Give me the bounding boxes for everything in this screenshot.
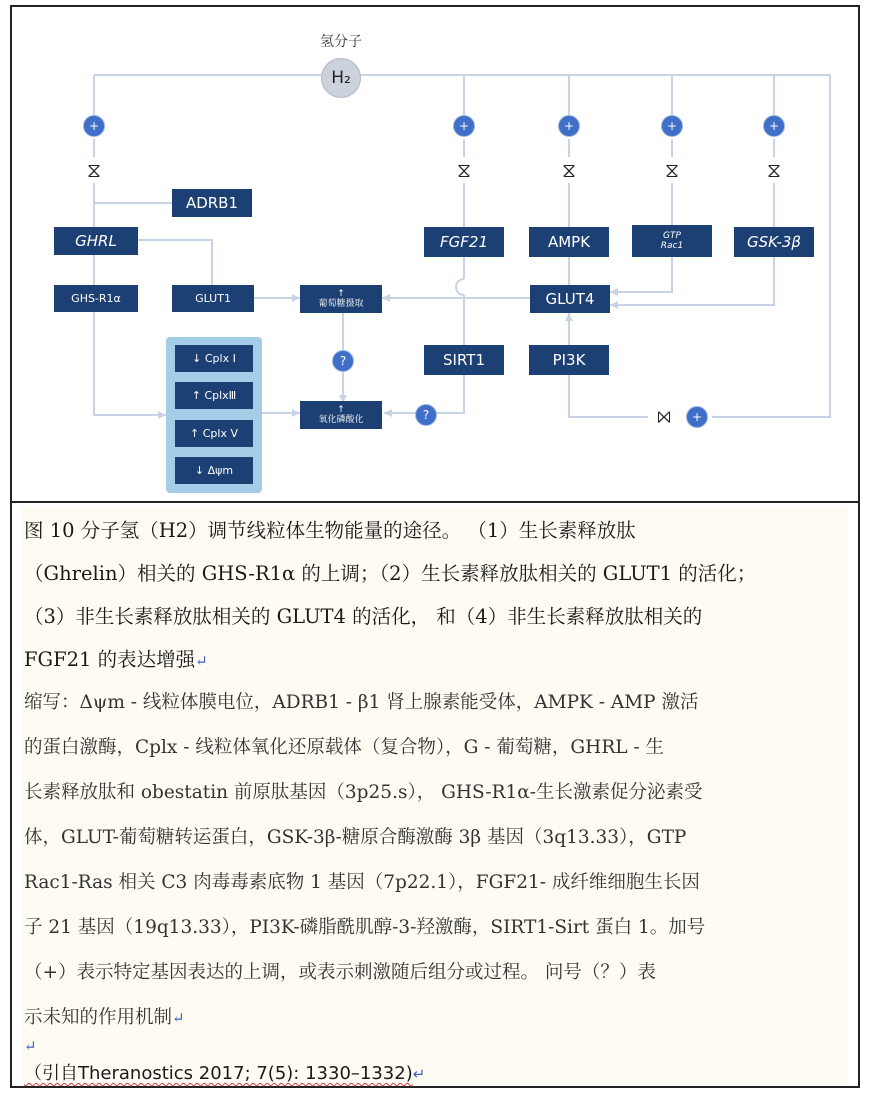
caption-abbr-line-6: 子 21 基因（19q13.33），PI3K-磷脂酰肌醇-3-羟激酶，SIRT1-Sirt 蛋白 1。加号	[24, 917, 706, 938]
plus-icon-pi3k-loop: +	[686, 406, 708, 428]
paragraph-return-icon: ↵	[172, 1009, 185, 1027]
dna-icon-fgf21: ⧖	[456, 158, 472, 182]
question-icon-sirt1-to-oxphos: ?	[415, 404, 437, 426]
node-ghs-r1a: GHS-R1α	[54, 285, 138, 312]
caption-title-line-4	[24, 644, 850, 672]
paragraph-return-icon: ↵	[195, 652, 208, 670]
paragraph-return-icon: ↵	[412, 1065, 426, 1083]
node-gsk3b: GSK-3β	[734, 227, 814, 257]
dna-icon-pi3k-loop: ⧖	[653, 409, 677, 425]
hydrogen-molecule-label: 氢分子	[320, 34, 362, 50]
empty-paragraph-return-icon: ↵	[24, 1037, 37, 1055]
node-ampk: AMPK	[529, 227, 609, 257]
node-oxidative-phosphorylation: ↑ 氧化磷酸化	[300, 401, 382, 429]
node-glut4: GLUT4	[530, 285, 610, 313]
caption-title-line-3: （3）非生长素释放肽相关的 GLUT4 的活化， 和（4）非生长素释放肽相关的	[24, 605, 703, 628]
citation-text: （引自Theranostics 2017; 7(5): 1330–1332)	[24, 1063, 413, 1084]
node-adrb1: ADRB1	[172, 189, 252, 217]
node-gtp-rac1-line2: Rac1	[660, 241, 684, 251]
node-pi3k: PI3K	[529, 345, 609, 375]
node-ghrl: GHRL	[54, 227, 138, 255]
node-fgf21: FGF21	[424, 227, 504, 257]
dna-icon-gtp-rac1: ⧖	[664, 158, 680, 182]
caption-abbr-line-1: 缩写：Δψm - 线粒体膜电位，ADRB1 - β1 肾上腺素能受体，AMPK - AMP 激活	[24, 692, 699, 713]
caption-title-line-2: （Ghrelin）相关的 GHS-R1α 的上调；（2）生长素释放肽相关的 GLUT1 的活化；	[24, 562, 757, 585]
plus-icon-ampk: +	[558, 115, 580, 137]
caption-abbr-line-3: 长素释放肽和 obestatin 前原肽基因（3p25.s）， GHS-R1α-生长激素促分泌素受	[24, 782, 703, 803]
node-cplx3: ↑ CplxⅢ	[175, 382, 253, 409]
caption-abbr-line-4: 体，GLUT-葡萄糖转运蛋白，GSK-3β-糖原合酶激酶 3β 基因（3q13.33），GTP	[24, 827, 687, 848]
caption-abbr-line-8	[24, 1003, 850, 1029]
plus-icon-gsk3b: +	[763, 115, 785, 137]
citation-line	[24, 1059, 850, 1085]
mitochondrial-complex-panel	[166, 337, 262, 493]
node-delta-psi-m: ↓ Δψm	[175, 457, 253, 484]
plus-icon-gtp-rac1: +	[661, 115, 683, 137]
pathway-diagram	[12, 7, 858, 503]
node-cplx5: ↑ Cplx Ⅴ	[175, 420, 253, 447]
dna-icon-ghrl: ⧖	[86, 158, 102, 182]
node-glut1: GLUT1	[172, 285, 254, 312]
figure-caption	[22, 507, 848, 1082]
node-cplx1: ↓ Cplx Ⅰ	[175, 345, 253, 372]
dna-icon-ampk: ⧖	[561, 158, 577, 182]
caption-abbr-line-7: （+）表示特定基因表达的上调，或表示刺激随后组分或过程。 问号（？）表	[24, 962, 656, 983]
question-icon-uptake-to-oxphos: ?	[332, 350, 354, 372]
caption-abbr-line-5: Rac1-Ras 相关 C3 肉毒毒素底物 1 基因（7p22.1），FGF21- 成纤维细胞生长因	[24, 872, 700, 893]
node-glucose-uptake: ↑ 葡萄糖摄取	[300, 285, 382, 313]
hydrogen-molecule-node: H₂	[321, 58, 361, 98]
figure-frame	[10, 5, 860, 1088]
dna-icon-gsk3b: ⧖	[766, 158, 782, 182]
node-sirt1: SIRT1	[424, 345, 504, 375]
plus-icon-ghrl: +	[83, 115, 105, 137]
caption-title-line-4-text: FGF21 的表达增强	[24, 648, 196, 671]
node-gtp-rac1-line1: GTP	[663, 231, 681, 241]
caption-abbr-line-8-text: 示未知的作用机制	[24, 1007, 173, 1028]
caption-title-line-1: 图 10 分子氢（H2）调节线粒体生物能量的途径。 （1）生长素释放肽	[24, 519, 636, 542]
plus-icon-fgf21: +	[453, 115, 475, 137]
caption-abbr-line-2: 的蛋白激酶，Cplx - 线粒体氧化还原载体（复合物），G - 葡萄糖，GHRL - 生	[24, 737, 665, 758]
node-gtp-rac1	[632, 225, 712, 257]
